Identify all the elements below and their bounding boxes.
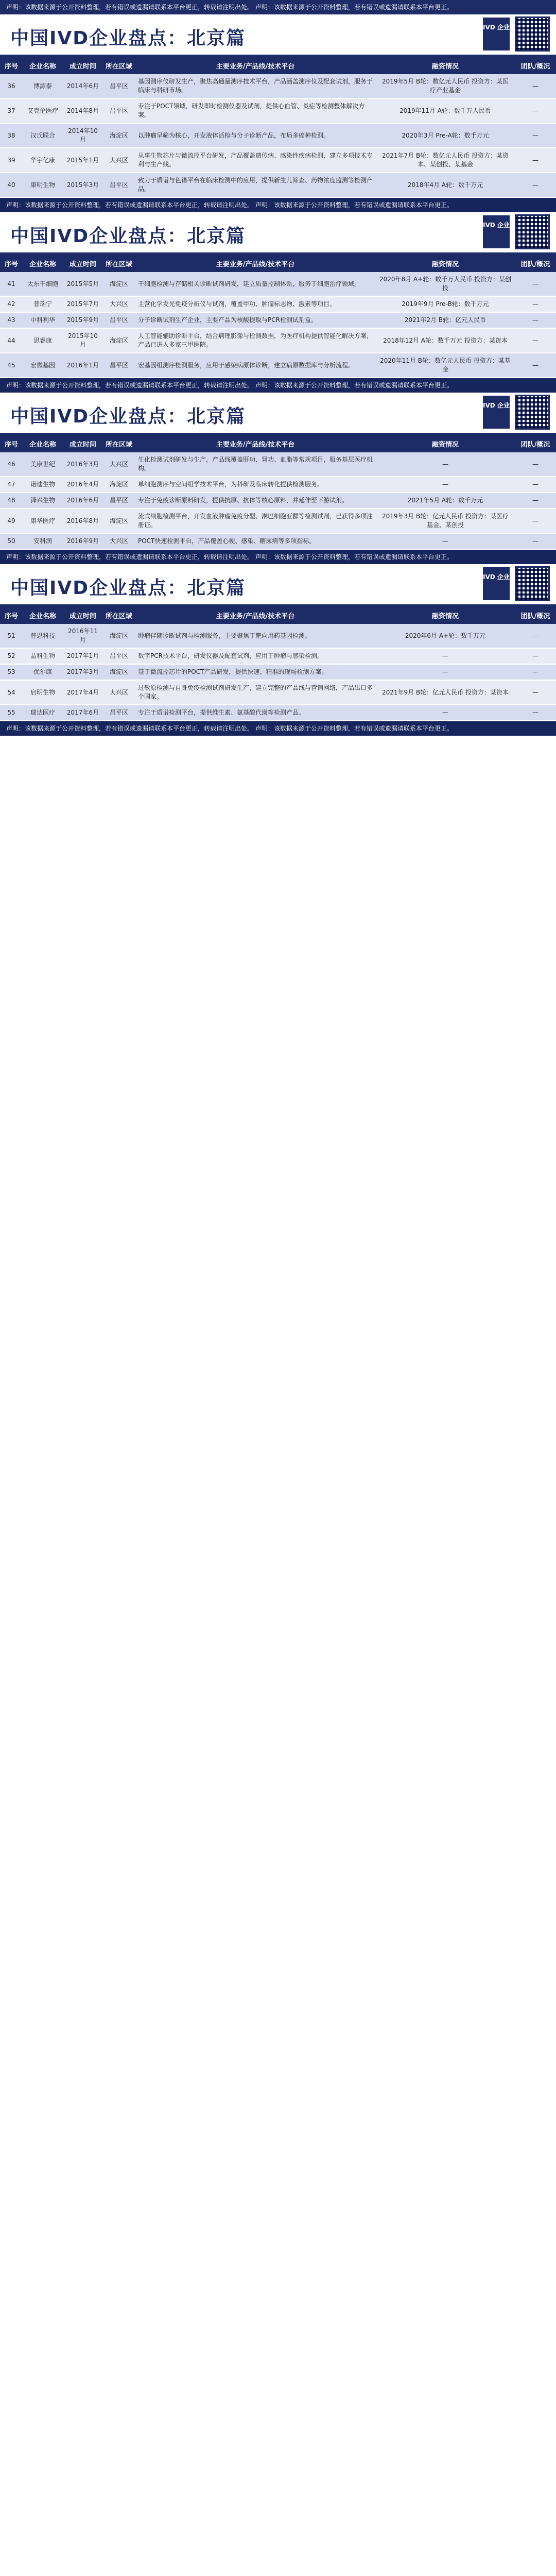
business-description: 单细胞测序与空间组学技术平台，为科研及临床转化提供检测服务。: [135, 477, 376, 493]
qr-code-icon: [515, 566, 550, 601]
team-info: —: [515, 624, 556, 648]
column-header: 序号: [0, 57, 23, 74]
founded-date: 2014年8月: [63, 98, 103, 123]
table-row: [0, 74, 556, 98]
funding-info: —: [376, 452, 515, 477]
business-description: 从事生物芯片与微流控平台研发，产品覆盖遗传病、感染性疾病检测，建立多项技术专利与生产线。: [135, 148, 376, 173]
founded-date: 2016年9月: [63, 533, 103, 549]
founded-date: 2015年3月: [63, 173, 103, 197]
company-name: 华宇亿康: [23, 148, 63, 173]
company-table: [0, 606, 556, 721]
company-name: 晶科生物: [23, 648, 63, 664]
team-info: —: [515, 680, 556, 705]
column-header: 成立时间: [63, 255, 103, 272]
founded-date: 2015年7月: [63, 296, 103, 312]
page-title: 中国IVD企业盘点：北京篇: [10, 226, 246, 247]
row-number: 44: [0, 328, 23, 353]
funding-info: 2021年2月 B轮：亿元人民币: [376, 312, 515, 328]
qr-code-icon: [515, 16, 550, 52]
company-name: 启明生物: [23, 680, 63, 705]
district: 海淀区: [103, 477, 135, 493]
district: 昌平区: [103, 98, 135, 123]
row-number: 40: [0, 173, 23, 197]
team-info: —: [515, 705, 556, 721]
company-name: 泽兴生物: [23, 493, 63, 509]
column-header: 融资情况: [376, 57, 515, 74]
row-number: 46: [0, 452, 23, 477]
company-section: [0, 14, 556, 212]
row-number: 49: [0, 509, 23, 533]
team-info: —: [515, 493, 556, 509]
business-description: 肿瘤伴随诊断试剂与检测服务，主要聚焦于靶向用药基因检测。: [135, 624, 376, 648]
row-number: 42: [0, 296, 23, 312]
funding-info: 2020年3月 Pre-A轮：数千万元: [376, 123, 515, 148]
founded-date: 2017年4月: [63, 680, 103, 705]
funding-info: —: [376, 664, 515, 680]
district: 大兴区: [103, 296, 135, 312]
business-description: 以肿瘤早筛为核心，开发液体活检与分子诊断产品，布局多癌种检测。: [135, 123, 376, 148]
business-description: 过敏原检测与自身免疫检测试剂研发生产，建立完整的产品线与营销网络，产品出口多个国家。: [135, 680, 376, 705]
district: 海淀区: [103, 509, 135, 533]
district: 大兴区: [103, 680, 135, 705]
page-title: 中国IVD企业盘点：北京篇: [10, 406, 246, 427]
column-header: 融资情况: [376, 606, 515, 624]
company-table: [0, 57, 556, 198]
team-info: —: [515, 312, 556, 328]
funding-info: 2019年11月 A轮：数千万人民币: [376, 98, 515, 123]
table-row: [0, 148, 556, 173]
district: 海淀区: [103, 328, 135, 353]
row-number: 52: [0, 648, 23, 664]
notice-bar: 声明：该数据来源于公开资料整理，若有错误或遗漏请联系本平台更正，转载请注明出处。 声明：该数据来源于公开资料整理，若有错误或遗漏请联系本平台更正。: [0, 0, 556, 14]
business-description: 生化检测试剂研发与生产，产品线覆盖肝功、肾功、血脂等常规项目，服务基层医疗机构。: [135, 452, 376, 477]
section-header: [0, 564, 556, 606]
business-description: 专注于质谱检测平台，提供维生素、氨基酸代谢等检测产品。: [135, 705, 376, 721]
column-header: 企业名称: [23, 57, 63, 74]
column-header: 主要业务/产品线/技术平台: [135, 57, 376, 74]
funding-info: —: [376, 533, 515, 549]
district: 昌平区: [103, 312, 135, 328]
column-header: 所在区域: [103, 255, 135, 272]
table-row: [0, 624, 556, 648]
table-row: [0, 493, 556, 509]
team-info: —: [515, 296, 556, 312]
district: 昌平区: [103, 173, 135, 197]
row-number: 43: [0, 312, 23, 328]
row-number: 38: [0, 123, 23, 148]
district: 昌平区: [103, 74, 135, 98]
funding-info: 2020年8月 A+轮：数千万人民币 投资方：某创投: [376, 272, 515, 296]
section-header: [0, 393, 556, 435]
district: 大兴区: [103, 148, 135, 173]
column-header: 融资情况: [376, 435, 515, 452]
team-info: —: [515, 509, 556, 533]
company-section: [0, 393, 556, 564]
district: 昌平区: [103, 648, 135, 664]
row-number: 55: [0, 705, 23, 721]
business-description: 数字PCR技术平台，研发仪器及配套试剂，应用于肿瘤与感染检测。: [135, 648, 376, 664]
table-row: [0, 272, 556, 296]
brand-logo: IVD 企业: [483, 215, 510, 248]
founded-date: 2017年1月: [63, 648, 103, 664]
company-name: 康华医疗: [23, 509, 63, 533]
district: 昌平区: [103, 705, 135, 721]
table-row: [0, 328, 556, 353]
column-header: 序号: [0, 255, 23, 272]
company-name: 太东干细胞: [23, 272, 63, 296]
founded-date: 2017年3月: [63, 664, 103, 680]
company-name: 思睿康: [23, 328, 63, 353]
company-section: [0, 212, 556, 393]
team-info: —: [515, 353, 556, 378]
team-info: —: [515, 328, 556, 353]
table-row: [0, 312, 556, 328]
qr-code-icon: [515, 214, 550, 249]
company-section: [0, 564, 556, 736]
business-description: 干细胞检测与存储相关诊断试剂研发，建立质量控制体系，服务于细胞治疗领域。: [135, 272, 376, 296]
district: 大兴区: [103, 452, 135, 477]
founded-date: 2015年10月: [63, 328, 103, 353]
column-header: 企业名称: [23, 606, 63, 624]
team-info: —: [515, 272, 556, 296]
table-row: [0, 648, 556, 664]
team-info: —: [515, 648, 556, 664]
business-description: 宏基因组测序检测服务，应用于感染病原体诊断，建立病原数据库与分析流程。: [135, 353, 376, 378]
row-number: 54: [0, 680, 23, 705]
brand-logo: IVD 企业: [483, 567, 510, 600]
funding-info: 2019年3月 B轮：亿元人民币 投资方：某医疗基金、某创投: [376, 509, 515, 533]
row-number: 53: [0, 664, 23, 680]
business-description: 基于微流控芯片的POCT产品研发，提供快速、精准的现场检测方案。: [135, 664, 376, 680]
table-row: [0, 533, 556, 549]
business-description: 主营化学发光免疫分析仪与试剂，覆盖甲功、肿瘤标志物、激素等项目。: [135, 296, 376, 312]
table-row: [0, 664, 556, 680]
row-number: 36: [0, 74, 23, 98]
notice-divider: 声明：该数据来源于公开资料整理，若有错误或遗漏请联系本平台更正，转载请注明出处。 声明：该数据来源于公开资料整理，若有错误或遗漏请联系本平台更正。: [0, 198, 556, 212]
table-row: [0, 705, 556, 721]
founded-date: 2016年4月: [63, 477, 103, 493]
founded-date: 2014年6月: [63, 74, 103, 98]
column-header: 所在区域: [103, 435, 135, 452]
company-name: 诺迪生物: [23, 477, 63, 493]
brand-logo: IVD 企业: [483, 396, 510, 429]
funding-info: —: [376, 648, 515, 664]
column-header: 团队/概况: [515, 57, 556, 74]
column-header: 序号: [0, 606, 23, 624]
company-name: 普瑞宁: [23, 296, 63, 312]
founded-date: 2015年9月: [63, 312, 103, 328]
founded-date: 2016年1月: [63, 353, 103, 378]
business-description: 基因测序仪研发生产，聚焦高通量测序技术平台，产品涵盖测序仪及配套试剂，服务于临床与科研市场。: [135, 74, 376, 98]
company-name: 优尔康: [23, 664, 63, 680]
column-header: 所在区域: [103, 606, 135, 624]
section-header: [0, 212, 556, 255]
company-table: [0, 435, 556, 550]
funding-info: —: [376, 705, 515, 721]
company-table: [0, 255, 556, 378]
district: 昌平区: [103, 493, 135, 509]
team-info: —: [515, 173, 556, 197]
company-name: 普恩科技: [23, 624, 63, 648]
table-row: [0, 509, 556, 533]
column-header: 团队/概况: [515, 255, 556, 272]
funding-info: 2021年7月 B轮：数亿元人民币 投资方：某资本、某创投、某基金: [376, 148, 515, 173]
team-info: —: [515, 477, 556, 493]
funding-info: 2018年12月 A轮：数千万元 投资方：某资本: [376, 328, 515, 353]
column-header: 主要业务/产品线/技术平台: [135, 435, 376, 452]
team-info: —: [515, 74, 556, 98]
row-number: 41: [0, 272, 23, 296]
team-info: —: [515, 533, 556, 549]
brand-logo: IVD 企业: [483, 18, 510, 50]
team-info: —: [515, 148, 556, 173]
funding-info: 2018年4月 A轮：数千万元: [376, 173, 515, 197]
table-row: [0, 296, 556, 312]
company-name: 安科润: [23, 533, 63, 549]
column-header: 企业名称: [23, 255, 63, 272]
table-row: [0, 353, 556, 378]
founded-date: 2016年8月: [63, 509, 103, 533]
business-description: 人工智能辅助诊断平台，结合病理影像与检测数据，为医疗机构提供智能化解决方案，产品已进入多家三甲医院。: [135, 328, 376, 353]
business-description: 分子诊断试剂生产企业，主要产品为核酸提取与PCR检测试剂盒。: [135, 312, 376, 328]
team-info: —: [515, 452, 556, 477]
company-name: 中科利华: [23, 312, 63, 328]
column-header: 序号: [0, 435, 23, 452]
row-number: 37: [0, 98, 23, 123]
founded-date: 2017年6月: [63, 705, 103, 721]
team-info: —: [515, 98, 556, 123]
business-description: 专注于POCT领域，研发即时检测仪器及试剂，提供心血管、炎症等检测整体解决方案。: [135, 98, 376, 123]
company-name: 博源泰: [23, 74, 63, 98]
row-number: 51: [0, 624, 23, 648]
column-header: 主要业务/产品线/技术平台: [135, 606, 376, 624]
funding-info: 2019年5月 B轮：数亿元人民币 投资方：某医疗产业基金: [376, 74, 515, 98]
notice-divider: 声明：该数据来源于公开资料整理，若有错误或遗漏请联系本平台更正，转载请注明出处。 声明：该数据来源于公开资料整理，若有错误或遗漏请联系本平台更正。: [0, 550, 556, 564]
company-name: 美康世纪: [23, 452, 63, 477]
funding-info: 2021年5月 A轮：数千万元: [376, 493, 515, 509]
row-number: 50: [0, 533, 23, 549]
page-title: 中国IVD企业盘点：北京篇: [10, 578, 246, 599]
founded-date: 2016年3月: [63, 452, 103, 477]
founded-date: 2014年10月: [63, 123, 103, 148]
notice-divider: 声明：该数据来源于公开资料整理，若有错误或遗漏请联系本平台更正，转载请注明出处。 声明：该数据来源于公开资料整理，若有错误或遗漏请联系本平台更正。: [0, 721, 556, 736]
table-row: [0, 98, 556, 123]
business-description: 流式细胞检测平台，开发血液肿瘤免疫分型、淋巴细胞亚群等检测试剂，已获得多项注册证。: [135, 509, 376, 533]
funding-info: 2020年11月 B轮：数亿元人民币 投资方：某基金: [376, 353, 515, 378]
founded-date: 2016年11月: [63, 624, 103, 648]
column-header: 成立时间: [63, 606, 103, 624]
district: 海淀区: [103, 272, 135, 296]
column-header: 企业名称: [23, 435, 63, 452]
table-row: [0, 173, 556, 197]
table-row: [0, 680, 556, 705]
company-name: 康明生物: [23, 173, 63, 197]
company-name: 宏微基因: [23, 353, 63, 378]
qr-code-icon: [515, 395, 550, 430]
founded-date: 2015年5月: [63, 272, 103, 296]
column-header: 融资情况: [376, 255, 515, 272]
column-header: 团队/概况: [515, 435, 556, 452]
district: 大兴区: [103, 533, 135, 549]
table-row: [0, 123, 556, 148]
company-name: 艾克伦医疗: [23, 98, 63, 123]
table-row: [0, 477, 556, 493]
district: 海淀区: [103, 624, 135, 648]
funding-info: 2020年6月 A+轮：数千万元: [376, 624, 515, 648]
row-number: 45: [0, 353, 23, 378]
company-name: 瑞达医疗: [23, 705, 63, 721]
team-info: —: [515, 664, 556, 680]
row-number: 47: [0, 477, 23, 493]
funding-info: 2019年9月 Pre-B轮：数千万元: [376, 296, 515, 312]
column-header: 所在区域: [103, 57, 135, 74]
column-header: 成立时间: [63, 435, 103, 452]
company-name: 汉氏联合: [23, 123, 63, 148]
district: 海淀区: [103, 123, 135, 148]
business-description: POCT快速检测平台，产品覆盖心梗、感染、糖尿病等多项指标。: [135, 533, 376, 549]
column-header: 主要业务/产品线/技术平台: [135, 255, 376, 272]
column-header: 团队/概况: [515, 606, 556, 624]
funding-info: —: [376, 477, 515, 493]
business-description: 专注于免疫诊断原料研发，提供抗原、抗体等核心原料，并延伸至下游试剂。: [135, 493, 376, 509]
notice-divider: 声明：该数据来源于公开资料整理，若有错误或遗漏请联系本平台更正，转载请注明出处。 声明：该数据来源于公开资料整理，若有错误或遗漏请联系本平台更正。: [0, 378, 556, 393]
page-title: 中国IVD企业盘点：北京篇: [10, 28, 246, 49]
team-info: —: [515, 123, 556, 148]
row-number: 39: [0, 148, 23, 173]
district: 海淀区: [103, 664, 135, 680]
section-header: [0, 14, 556, 57]
funding-info: 2021年9月 B轮：亿元人民币 投资方：某资本: [376, 680, 515, 705]
row-number: 48: [0, 493, 23, 509]
founded-date: 2015年1月: [63, 148, 103, 173]
district: 昌平区: [103, 353, 135, 378]
column-header: 成立时间: [63, 57, 103, 74]
table-row: [0, 452, 556, 477]
founded-date: 2016年6月: [63, 493, 103, 509]
business-description: 致力于质谱与色谱平台在临床检测中的应用，提供新生儿筛查、药物浓度监测等检测产品。: [135, 173, 376, 197]
